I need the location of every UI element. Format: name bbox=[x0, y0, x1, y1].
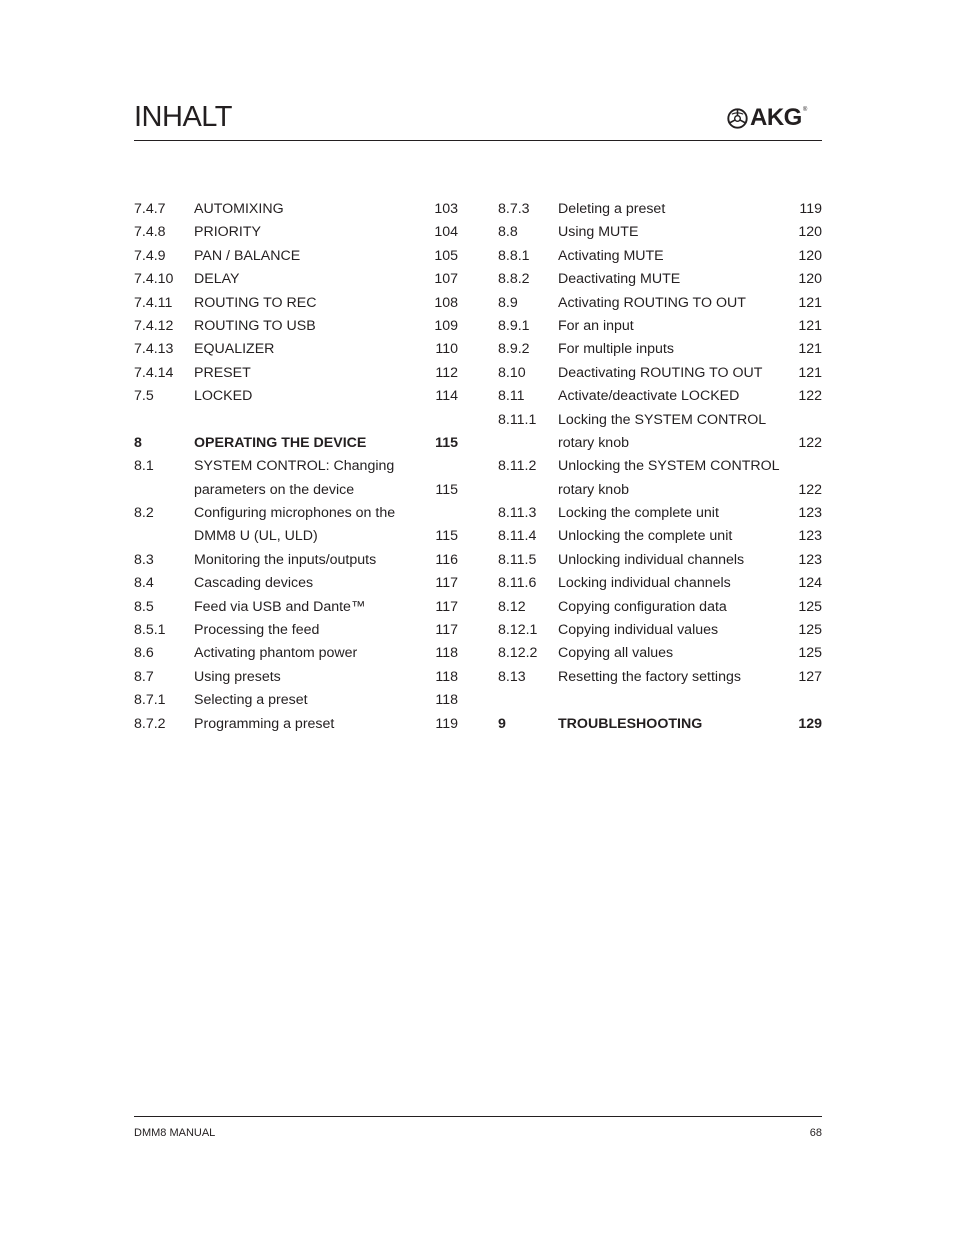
toc-entry bbox=[134, 455, 458, 478]
toc-number: 8.6 bbox=[134, 645, 154, 662]
footer-manual-title: DMM8 MANUAL bbox=[134, 1127, 216, 1139]
toc-title: Resetting the factory settings bbox=[558, 668, 741, 685]
toc-entry bbox=[498, 525, 822, 548]
toc-entry bbox=[498, 409, 822, 432]
toc-title: Copying individual values bbox=[558, 622, 719, 639]
toc-title: Unlocking the complete unit bbox=[558, 528, 733, 545]
toc-page-number: 115 bbox=[435, 434, 458, 451]
toc-page-number: 124 bbox=[798, 575, 822, 592]
toc-title: Locking the complete unit bbox=[558, 505, 719, 522]
toc-entry bbox=[134, 385, 458, 408]
toc-entry bbox=[498, 362, 822, 385]
toc-entry bbox=[134, 572, 458, 595]
toc-page-number: 119 bbox=[799, 201, 822, 217]
toc-title: OPERATING THE DEVICE bbox=[194, 434, 367, 451]
toc-number: 8.3 bbox=[134, 551, 154, 568]
toc-page-number: 125 bbox=[798, 645, 822, 662]
toc-entry bbox=[134, 479, 458, 502]
toc-title: Deleting a preset bbox=[558, 201, 666, 217]
toc-number: 7.4.12 bbox=[134, 317, 174, 334]
toc-entry bbox=[134, 549, 458, 572]
toc-page-number: 121 bbox=[798, 317, 822, 334]
toc-page-number: 104 bbox=[434, 224, 458, 241]
toc-page-number: 123 bbox=[798, 551, 822, 568]
toc-page-number: 116 bbox=[435, 551, 458, 568]
toc-title: Using presets bbox=[194, 668, 281, 685]
toc-title: PRIORITY bbox=[194, 224, 262, 241]
toc-entry bbox=[498, 221, 822, 244]
toc-spacer bbox=[134, 409, 458, 432]
toc-title: rotary knob bbox=[558, 434, 629, 451]
toc-page-number: 117 bbox=[435, 598, 458, 615]
toc-title: Deactivating ROUTING TO OUT bbox=[558, 364, 763, 381]
toc-page-number: 122 bbox=[798, 388, 822, 405]
toc-page-number: 122 bbox=[798, 434, 822, 451]
toc-page-number: 107 bbox=[434, 271, 458, 288]
header-divider bbox=[134, 140, 822, 141]
toc-number: 8.10 bbox=[498, 364, 526, 381]
toc-page-number: 103 bbox=[434, 201, 458, 217]
toc-number: 8.8.2 bbox=[498, 271, 530, 288]
toc-entry bbox=[498, 713, 822, 736]
toc-entry bbox=[498, 619, 822, 642]
toc-entry bbox=[498, 385, 822, 408]
toc-number: 8.13 bbox=[498, 668, 526, 685]
toc-number: 7.4.13 bbox=[134, 341, 174, 358]
toc-title: rotary knob bbox=[558, 481, 629, 498]
toc-title: PAN / BALANCE bbox=[194, 247, 301, 264]
toc-number: 8.11.1 bbox=[498, 411, 537, 428]
toc-entry bbox=[134, 619, 458, 642]
toc-column-right bbox=[498, 198, 822, 736]
toc-number: 8.1 bbox=[134, 458, 154, 475]
toc-page-number: 118 bbox=[435, 668, 458, 685]
toc-number: 8.7.2 bbox=[134, 715, 166, 732]
toc-page-number: 121 bbox=[798, 364, 822, 381]
toc-number: 8.7.1 bbox=[134, 692, 166, 709]
toc-page-number: 109 bbox=[434, 317, 458, 334]
toc-number: 8.4 bbox=[134, 575, 154, 592]
toc-page-number: 114 bbox=[435, 388, 458, 405]
toc-title: Feed via USB and Dante™ bbox=[194, 598, 366, 615]
toc-title: Activating phantom power bbox=[194, 645, 358, 662]
toc-entry bbox=[134, 713, 458, 736]
toc-entry bbox=[134, 292, 458, 315]
toc-page-number: 129 bbox=[798, 715, 822, 732]
toc-entry bbox=[134, 666, 458, 689]
toc-number: 7.4.10 bbox=[134, 271, 174, 288]
toc-title: AUTOMIXING bbox=[194, 201, 284, 217]
toc-entry bbox=[134, 315, 458, 338]
toc-title: Programming a preset bbox=[194, 715, 335, 732]
toc-title: Locking individual channels bbox=[558, 575, 731, 592]
toc-page-number: 125 bbox=[798, 622, 822, 639]
akg-logo-text: AKG bbox=[750, 104, 802, 131]
toc-page-number: 123 bbox=[798, 528, 822, 545]
toc-number: 8.5.1 bbox=[134, 622, 166, 639]
toc-title: LOCKED bbox=[194, 388, 253, 405]
toc-entry bbox=[498, 315, 822, 338]
toc-entry bbox=[134, 198, 458, 221]
toc-title: Deactivating MUTE bbox=[558, 271, 681, 288]
toc-page-number: 118 bbox=[435, 692, 458, 709]
toc-entry bbox=[498, 572, 822, 595]
toc-number: 8.7.3 bbox=[498, 201, 530, 217]
toc-number: 8.8 bbox=[498, 224, 518, 241]
toc-number: 8.5 bbox=[134, 598, 154, 615]
akg-emblem-icon bbox=[727, 108, 748, 129]
page-title: INHALT bbox=[134, 101, 232, 133]
toc-page-number: 120 bbox=[798, 271, 822, 288]
toc-number: 8.12.1 bbox=[498, 622, 538, 639]
toc-number: 8.8.1 bbox=[498, 247, 530, 264]
toc-page-number: 115 bbox=[435, 481, 458, 498]
toc-page-number: 117 bbox=[435, 622, 458, 639]
toc-entry bbox=[498, 245, 822, 268]
toc-entry bbox=[134, 338, 458, 361]
toc-title: Configuring microphones on the bbox=[194, 505, 396, 522]
toc-number: 8.11.5 bbox=[498, 551, 537, 568]
footer-divider bbox=[134, 1116, 822, 1117]
toc-entry bbox=[134, 502, 458, 525]
toc-entry bbox=[498, 549, 822, 572]
toc-number: 8.11.2 bbox=[498, 458, 537, 475]
toc-title: Unlocking individual channels bbox=[558, 551, 745, 568]
toc-title: For multiple inputs bbox=[558, 341, 674, 358]
akg-logo bbox=[727, 106, 807, 130]
toc-number: 8.9.2 bbox=[498, 341, 530, 358]
toc-entry bbox=[498, 198, 822, 221]
toc-title: DMM8 U (UL, ULD) bbox=[194, 528, 318, 545]
toc-entry bbox=[134, 221, 458, 244]
toc-entry bbox=[498, 596, 822, 619]
toc-number: 8.9 bbox=[498, 294, 518, 311]
toc-title: Unlocking the SYSTEM CONTROL bbox=[558, 458, 780, 475]
toc-page-number: 115 bbox=[435, 528, 458, 545]
toc-number: 9 bbox=[498, 715, 506, 732]
toc-number: 7.4.14 bbox=[134, 364, 174, 381]
toc-title: For an input bbox=[558, 317, 634, 334]
toc-number: 8.11.4 bbox=[498, 528, 537, 545]
toc-page-number: 121 bbox=[798, 294, 822, 311]
toc-title: ROUTING TO USB bbox=[194, 317, 316, 334]
toc-number: 7.4.7 bbox=[134, 201, 166, 217]
toc-page-number: 123 bbox=[798, 505, 822, 522]
toc-title: Activate/deactivate LOCKED bbox=[558, 388, 740, 405]
toc-number: 7.4.9 bbox=[134, 247, 166, 264]
toc-title: SYSTEM CONTROL: Changing bbox=[194, 458, 395, 475]
toc-title: Copying all values bbox=[558, 645, 674, 662]
toc-entry bbox=[134, 362, 458, 385]
toc-number: 8.12 bbox=[498, 598, 526, 615]
toc-title: Using MUTE bbox=[558, 224, 639, 241]
toc-title: EQUALIZER bbox=[194, 341, 275, 358]
toc-number: 7.4.8 bbox=[134, 224, 166, 241]
footer-page-number: 68 bbox=[809, 1127, 822, 1139]
toc-number: 7.5 bbox=[134, 388, 154, 405]
toc-title: TROUBLESHOOTING bbox=[558, 715, 703, 732]
toc-page-number: 119 bbox=[435, 715, 458, 732]
toc-title: Processing the feed bbox=[194, 622, 320, 639]
toc-page-number: 112 bbox=[435, 364, 458, 381]
toc-entry bbox=[134, 689, 458, 712]
toc-title: Activating ROUTING TO OUT bbox=[558, 294, 746, 311]
toc-title: ROUTING TO REC bbox=[194, 294, 317, 311]
toc-entry bbox=[134, 642, 458, 665]
toc-page-number: 105 bbox=[434, 247, 458, 264]
toc-number: 8.12.2 bbox=[498, 645, 538, 662]
toc-page-number: 120 bbox=[798, 224, 822, 241]
toc-spacer bbox=[498, 689, 822, 712]
toc-number: 8.7 bbox=[134, 668, 154, 685]
toc-title: Locking the SYSTEM CONTROL bbox=[558, 411, 767, 428]
toc-number: 8.11 bbox=[498, 388, 525, 405]
toc-page-number: 110 bbox=[435, 341, 458, 358]
toc-title: Activating MUTE bbox=[558, 247, 664, 264]
toc-title: Selecting a preset bbox=[194, 692, 308, 709]
toc-entry bbox=[134, 596, 458, 619]
toc-page-number: 127 bbox=[798, 668, 822, 685]
toc-entry bbox=[134, 432, 458, 455]
toc-entry bbox=[134, 245, 458, 268]
toc-number: 8.9.1 bbox=[498, 317, 530, 334]
toc-page-number: 121 bbox=[798, 341, 822, 358]
toc-entry bbox=[498, 268, 822, 291]
toc-page-number: 122 bbox=[798, 481, 822, 498]
toc-page-number: 118 bbox=[435, 645, 458, 662]
toc-entry bbox=[498, 642, 822, 665]
toc-page-number: 108 bbox=[434, 294, 458, 311]
toc-entry bbox=[134, 268, 458, 291]
registered-mark: ® bbox=[802, 107, 808, 113]
toc-entry bbox=[498, 479, 822, 502]
toc-title: DELAY bbox=[194, 271, 240, 288]
toc-page-number: 117 bbox=[435, 575, 458, 592]
toc-title: Monitoring the inputs/outputs bbox=[194, 551, 377, 568]
toc-title: PRESET bbox=[194, 364, 251, 381]
toc-page-number: 125 bbox=[798, 598, 822, 615]
toc-entry bbox=[134, 525, 458, 548]
toc-entry bbox=[498, 455, 822, 478]
toc-entry bbox=[498, 338, 822, 361]
toc-entry bbox=[498, 666, 822, 689]
toc-entry bbox=[498, 502, 822, 525]
toc-title: Copying configuration data bbox=[558, 598, 727, 615]
toc-entry bbox=[498, 292, 822, 315]
toc-column-left bbox=[134, 198, 458, 736]
toc-number: 8.11.6 bbox=[498, 575, 537, 592]
toc-title: Cascading devices bbox=[194, 575, 314, 592]
toc-number: 8.11.3 bbox=[498, 505, 537, 522]
toc-number: 8 bbox=[134, 434, 142, 451]
toc-title: parameters on the device bbox=[194, 481, 355, 498]
toc-page-number: 120 bbox=[798, 247, 822, 264]
toc-entry bbox=[498, 432, 822, 455]
toc-number: 7.4.11 bbox=[134, 294, 173, 311]
toc-number: 8.2 bbox=[134, 505, 154, 522]
